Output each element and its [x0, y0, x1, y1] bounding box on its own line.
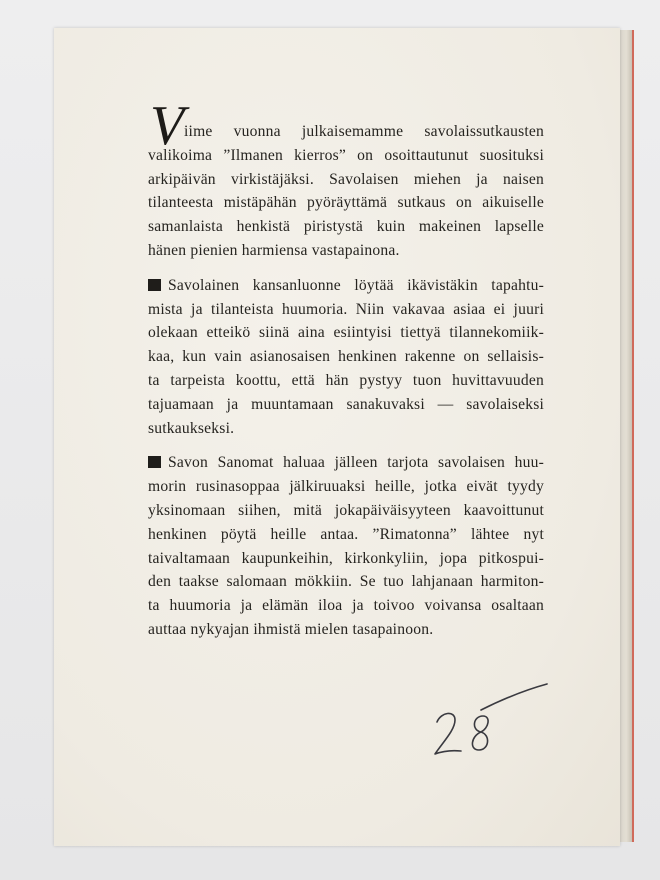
- text-line: taivaltamaan kaupunkeihin, kirkonkyliin, jopa pitkospui-: [148, 549, 544, 567]
- text-line: tilanteesta mistäpähän pyöräyttämä sutkaus on aikuiselle: [148, 194, 544, 212]
- paragraph-3: [148, 451, 544, 641]
- square-bullet-icon: [148, 456, 161, 468]
- text-line: arkipäivän virkistäjäksi. Savolaisen miehen ja naisen: [148, 170, 544, 188]
- text-line: ta huumoria ja elämän iloa ja toivoo voivansa osaltaan: [148, 597, 544, 615]
- text-line: kaa, kun vain asianosaisen henkinen rakenne on sellaisis-: [148, 348, 544, 366]
- text-line: [148, 451, 544, 475]
- text-line: morin rusinasoppaa jälkiruuaksi heille, jotka eivät tyydy: [148, 478, 544, 496]
- text-line: yksinomaan siihen, mitä jokapäiväisyyteen kaavoittunut: [148, 501, 544, 519]
- text-line: [148, 274, 544, 298]
- text-line: sutkaukseksi.: [148, 419, 235, 437]
- text-line: mista ja tilanteista huumoria. Niin vakavaa asiaa ei juuri: [148, 300, 544, 318]
- book-page-edge: [618, 30, 634, 842]
- text-line: den taakse salomaan mökkiin. Se tuo lahjanaan harmiton-: [148, 573, 544, 591]
- text-line: hänen pienien harmiensa vastapainona.: [148, 241, 400, 259]
- text-line: samanlaista henkistä piristystä kuin makeinen lapselle: [148, 218, 544, 236]
- text-line: ta tarpeista koottu, että hän pystyy tuon huvittavuuden: [148, 371, 544, 389]
- text-line: tajuamaan ja muuntamaan sanakuvaksi — savolaiseksi: [148, 395, 544, 413]
- text-line: valikoima ”Ilmanen kierros” on osoittautunut suosituksi: [148, 146, 544, 164]
- handwritten-price-mark: [425, 680, 555, 770]
- line-text: Savon Sanomat haluaa jälleen tarjota savolaisen huu-: [168, 454, 544, 472]
- text-line: olekaan etteikö siinä aina esiintyisi tiettyä tilannekomiik-: [148, 324, 544, 342]
- square-bullet-icon: [148, 279, 161, 291]
- blurb-text: [148, 95, 544, 653]
- line-text: iime vuonna julkaisemamme savolaissutkausten: [184, 123, 544, 140]
- line-text: Savolainen kansanluonne löytää ikävistäkin tapahtu-: [168, 276, 544, 294]
- text-line: auttaa nykyajan ihmistä mielen tasapainoon.: [148, 620, 434, 638]
- text-line: henkinen pöytä heille antaa. ”Rimatonna” lähtee nyt: [148, 525, 544, 543]
- drop-cap: V: [150, 95, 185, 157]
- paragraph-2: [148, 274, 544, 441]
- paragraph-1: [148, 95, 544, 263]
